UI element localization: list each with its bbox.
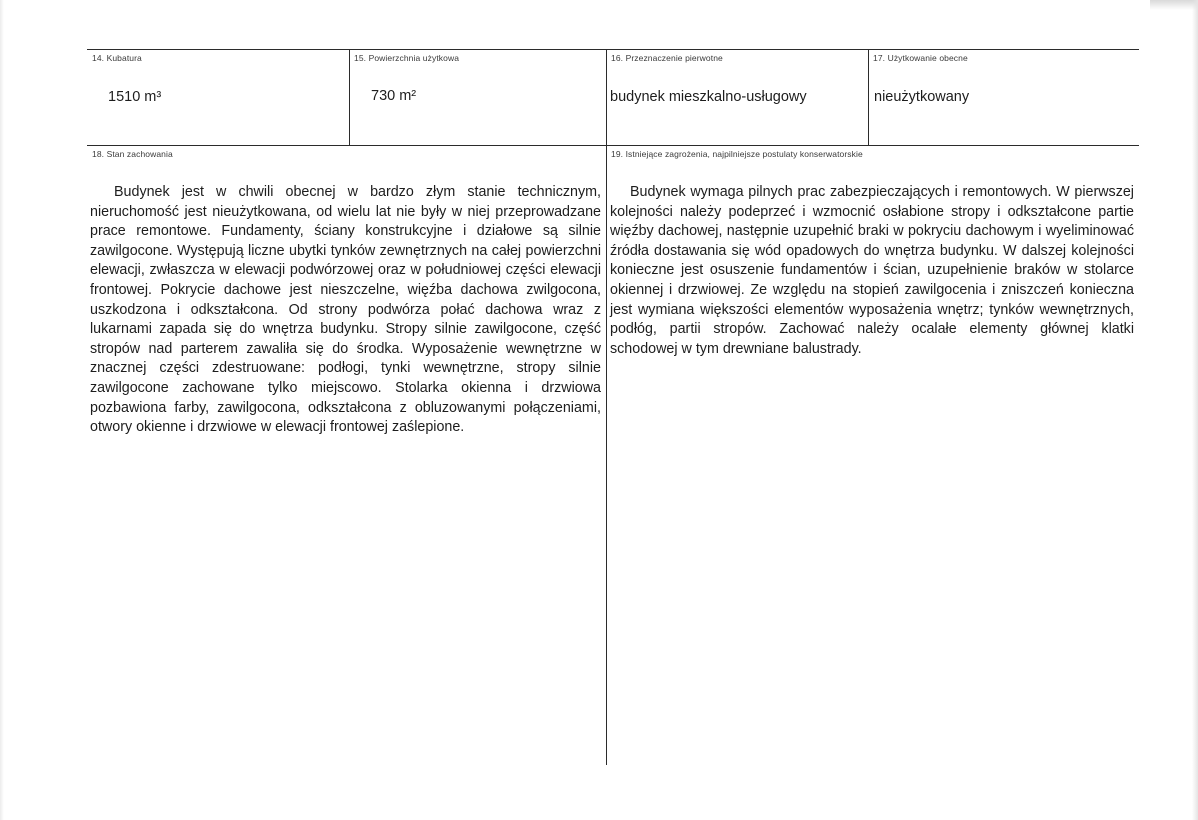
scan-edge-artifact (1192, 0, 1198, 820)
column-divider (606, 49, 607, 146)
powierzchnia-label: 15. Powierzchnia użytkowa (354, 53, 460, 63)
table-top-border (87, 49, 1139, 50)
zagrozenia-label: 19. Istniejące zagrożenia, najpilniejsze postulaty konserwatorskie (611, 149, 863, 159)
kubatura-value: 1510 m³ (108, 89, 162, 105)
column-divider (868, 49, 869, 146)
column-divider (349, 49, 350, 146)
przeznaczenie-value: budynek mieszkalno-usługowy (610, 89, 807, 105)
przeznaczenie-label: 16. Przeznaczenie pierwotne (611, 53, 723, 63)
column-divider (606, 145, 607, 765)
powierzchnia-value: 730 m² (371, 88, 417, 104)
zagrozenia-text-content: Budynek wymaga pilnych prac zabezpieczających i remontowych. W pierwszej kolejności należy podeprzeć i wzmocnić osłabione stropy i odkształcone partie więźby dachowej, następnie uzupełnić braki w pokryciu dachowym i wyeliminować źródła dostawania się wód opadowych do wnętrza budynku. W dalszej kolejności konieczne jest osuszenie fundamentów i ścian, uzupełnienie braków w stolarce okiennej i drzwiowej. Ze względu na stopień zawilgocenia i zniszczeń konieczna jest wymiana większości elementów wyposażenia wnętrz; tynków wewnętrznych, podłóg, partii stropów. Zachować należy ocalałe elementy głównej klatki schodowej w tym drewniane balustrady. (610, 184, 1134, 357)
stan-label: 18. Stan zachowania (92, 149, 173, 159)
stan-text-content: Budynek jest w chwili obecnej w bardzo złym stanie technicznym, nieruchomość jest nieużytkowana, od wielu lat nie były w niej przeprowadzane prace remontowe. Fundamenty, ściany konstrukcyjne i działowe są silnie zawilgocone. Występują liczne ubytki tynków zewnętrznych na całej powierzchni elewacji, zwłaszcza w elewacji podwórzowej oraz w południowej części elewacji frontowej. Pokrycie dachowe jest nieszczelne, więźba dachowa zwilgocona, uszkodzona i odkształcona. Od strony podwórza połać dachowa wraz z lukarnami zapada się do wnętrza budynku. Stropy silnie zawilgocone, część stropów nad parterem zawaliła się do środka. Wyposażenie wewnętrzne w znacznej części zdestruowane: podłogi, tynki wewnętrzne, stropy silnie zawilgocone zachowane tylko miejscowo. Stolarka okienna i drzwiowa pozbawiona farby, zawilgocona, odkształcona z obluzowanymi połączeniami, otwory okienne i drzwiowe w elewacji frontowej zaślepione. (90, 184, 601, 436)
zagrozenia-text (610, 183, 1134, 359)
scan-edge-artifact (1150, 0, 1198, 10)
kubatura-label: 14. Kubatura (92, 53, 142, 63)
row-divider (87, 145, 1139, 146)
scan-edge-artifact (0, 0, 4, 820)
uzytkowanie-label: 17. Użytkowanie obecne (873, 53, 968, 63)
stan-text (90, 183, 601, 438)
uzytkowanie-value: nieużytkowany (874, 89, 970, 105)
